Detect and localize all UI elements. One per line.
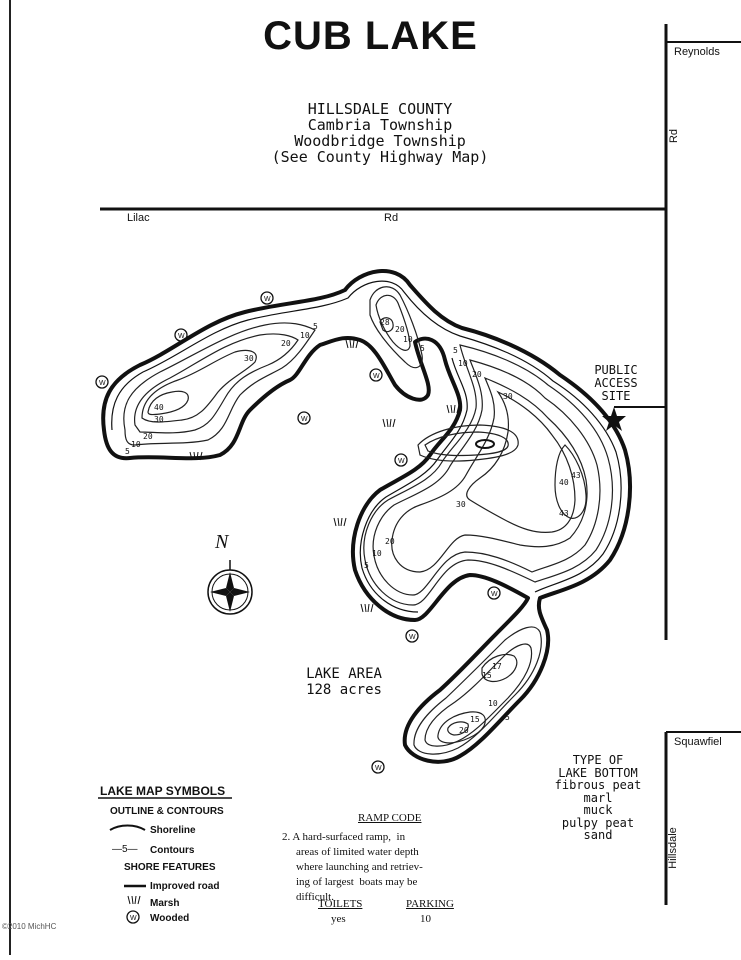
lake-bottom-block — [538, 754, 658, 842]
contour-label: 15 — [482, 671, 492, 680]
contour-label: 15 — [470, 715, 480, 724]
contour-label: 5 — [313, 322, 318, 331]
contour-label: 20 — [143, 432, 153, 441]
contour-label: 10 — [131, 440, 141, 449]
legend-contour-symbol: —5— — [112, 844, 138, 855]
toilets-label: TOILETS — [318, 898, 363, 910]
lake-bottom-type: pulpy peat — [561, 815, 635, 830]
lake-bottom-type: marl — [583, 790, 613, 805]
wooded-icon — [370, 369, 382, 381]
wooded-icon — [406, 630, 418, 642]
svg-text:W: W — [398, 458, 405, 465]
contour-label: 43 — [559, 509, 569, 518]
legend-wooded: Wooded — [150, 913, 190, 924]
contour-label: 43 — [571, 471, 581, 480]
svg-text:W: W — [130, 915, 137, 922]
contour-label: 20 — [281, 339, 291, 348]
highway-map-note: (See County Highway Map) — [271, 148, 489, 166]
contour-label: 5 — [420, 344, 425, 353]
contour-label: 5 — [505, 713, 510, 722]
township-1: Cambria Township — [307, 116, 453, 134]
legend-contours: Contours — [150, 845, 195, 856]
wooded-icon — [395, 454, 407, 466]
contour-label: 5 — [125, 447, 130, 456]
marsh-icon — [346, 340, 358, 348]
contour-label: 10 — [488, 699, 498, 708]
contour-label: 20 — [395, 325, 405, 334]
contour-label: 30 — [503, 392, 513, 401]
county-name: HILLSDALE COUNTY — [307, 100, 453, 118]
marsh-icon — [447, 405, 459, 413]
contour-label: 28 — [380, 318, 390, 327]
contour-label: 20 — [472, 370, 482, 379]
road-label-squawfield: Squawfiel — [674, 736, 722, 748]
lake-bottom-type: sand — [583, 828, 613, 842]
public-access-label: PUBLIC ACCESS SITE — [594, 363, 638, 403]
road-label-lilac-rd: Rd — [384, 212, 399, 224]
lake-bottom-type: muck — [583, 803, 613, 817]
contour-label: 5 — [364, 561, 369, 570]
lake-area — [284, 666, 404, 698]
svg-text:W: W — [178, 333, 185, 340]
wooded-icon — [261, 292, 273, 304]
contour-label: 40 — [559, 478, 569, 487]
svg-text:W: W — [301, 416, 308, 423]
contour-label: 20 — [459, 726, 469, 735]
contour-label: 20 — [385, 537, 395, 546]
wooded-icon — [372, 761, 384, 773]
township-2: Woodbridge Township — [294, 132, 466, 150]
compass-rose-icon — [208, 560, 252, 614]
lake-bottom-heading-2: LAKE BOTTOM — [558, 765, 638, 780]
lake-area-value: 128 acres — [306, 682, 382, 698]
legend-improved-road: Improved road — [150, 881, 220, 892]
compass-north-letter: N — [215, 531, 229, 553]
legend-marsh: Marsh — [150, 898, 180, 909]
lake-bottom-heading-1: TYPE OF — [572, 753, 624, 767]
svg-text:W: W — [373, 373, 380, 380]
wooded-icon — [298, 412, 310, 424]
contour-label: 5 — [453, 346, 458, 355]
marsh-icon — [128, 896, 140, 904]
road-label-lilac: Lilac — [127, 212, 150, 224]
ramp-code-heading: RAMP CODE — [358, 812, 422, 824]
map-title: CUB LAKE — [263, 14, 478, 58]
legend-title: LAKE MAP SYMBOLS — [100, 784, 226, 798]
contour-label: 10 — [300, 331, 310, 340]
lake-bottom-type: fibrous peat — [554, 778, 642, 792]
contour-label: 10 — [372, 549, 382, 558]
location-block — [230, 101, 530, 165]
wooded-icon — [96, 376, 108, 388]
svg-text:W: W — [99, 380, 106, 387]
wooded-icon — [175, 329, 187, 341]
contour-label: 10 — [458, 359, 468, 368]
marsh-icon — [334, 518, 346, 526]
legend-section-shore: SHORE FEATURES — [124, 862, 216, 873]
parking-value: 10 — [420, 913, 431, 925]
road-label-reynolds: Reynolds — [674, 46, 720, 58]
contour-label: 30 — [154, 415, 164, 424]
contour-label: 17 — [492, 662, 502, 671]
svg-text:W: W — [375, 765, 382, 772]
road-label-hillsdale: Hillsdale — [666, 827, 679, 869]
lake-area-label: LAKE AREA — [306, 666, 382, 682]
legend-shoreline: Shoreline — [150, 825, 196, 836]
shoreline-symbol — [110, 826, 145, 831]
parking-label: PARKING — [406, 898, 454, 910]
marsh-icon — [383, 419, 395, 427]
contour-label: 10 — [403, 335, 413, 344]
contour-label: 40 — [154, 403, 164, 412]
legend-section-outline: OUTLINE & CONTOURS — [110, 806, 224, 817]
toilets-value: yes — [331, 913, 346, 925]
svg-text:W: W — [264, 296, 271, 303]
road-label-reynolds-rd: Rd — [668, 128, 681, 144]
ramp-description: 2. A hard-surfaced ramp, in areas of limited water depth where launching and retriev- ing of largest boats may be difficult. — [282, 831, 423, 903]
svg-text:W: W — [491, 591, 498, 598]
contour-label: 30 — [456, 500, 466, 509]
svg-text:W: W — [409, 634, 416, 641]
wooded-icon — [127, 911, 139, 923]
marsh-icon — [361, 604, 373, 612]
wooded-icon — [488, 587, 500, 599]
contour-label: 30 — [244, 354, 254, 363]
watermark: ©2010 MichHC — [2, 922, 57, 931]
